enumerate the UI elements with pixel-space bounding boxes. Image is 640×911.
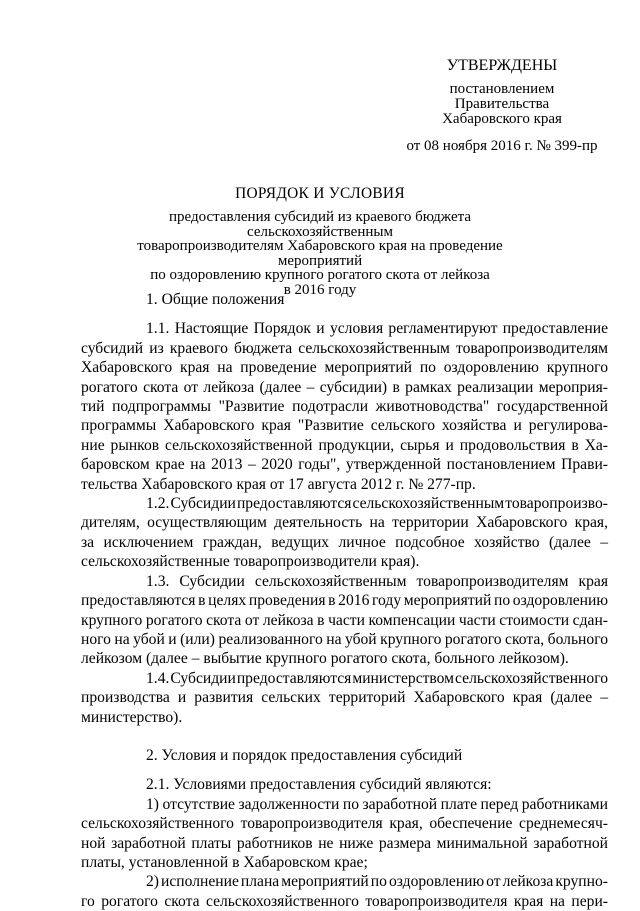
text-line: го рогатого скота сельскохозяйственного товаропроизводителя края на пери- — [81, 892, 608, 910]
text-line: 1.2. Субсидии предоставляются сельскохозяйственным товаропроизво- — [146, 495, 608, 513]
text-line: за исключением граждан, ведущих личное подсобное хозяйство (далее – — [81, 533, 608, 551]
subtitle-line: предоставления субсидий из краевого бюджета сельскохозяйственным — [168, 209, 472, 240]
text-line: программы Хабаровского края "Развитие сельского хозяйства и регулирова- — [81, 417, 608, 435]
approval-line: постановлением — [449, 81, 555, 97]
text-line: субсидий из краевого бюджета сельскохозяйственным товаропроизводителям — [81, 339, 608, 357]
text-line: баровском крае на 2013 – 2020 годы", утвержденной постановлением Прави- — [81, 456, 608, 474]
paragraph-2-1-item-1 — [81, 795, 608, 873]
subtitle-line: по оздоровлению крупного рогатого скота от лейкоза — [150, 267, 490, 283]
paragraph-1-3 — [81, 572, 608, 669]
document-subtitle — [95, 210, 545, 297]
text-line: предоставляются в целях проведения в 2016 году мероприятий по оздоровлению — [81, 592, 608, 610]
text-line: крупного рогатого скота от лейкоза в части компенсации части стоимости сдан- — [81, 611, 608, 629]
text-line: тий подпрограммы "Развитие подотрасли животноводства" государственной — [81, 398, 608, 416]
subtitle-line: товаропроизводителям Хабаровского края на проведение мероприятий — [137, 238, 503, 269]
text-line: ние рынков сельскохозяйственной продукции, сырья и продовольствия в Ха- — [81, 436, 608, 454]
paragraph-2-1-item-2 — [81, 872, 608, 911]
text-line: ной заработной платы работников не ниже размера минимальной заработной — [81, 834, 608, 852]
approval-title: УТВЕРЖДЕНЫ — [446, 57, 558, 74]
paragraph-1-2 — [81, 494, 608, 572]
text-line: платы, установленной в Хабаровском крае; — [81, 853, 368, 871]
document-title: ПОРЯДОК И УСЛОВИЯ — [235, 185, 405, 202]
text-line: министерство). — [81, 708, 183, 726]
text-line: 1.1. Настоящие Порядок и условия регламентируют предоставление — [146, 320, 608, 338]
text-line: 2) исполнение плана мероприятий по оздоровлению от лейкоза крупно- — [146, 873, 608, 891]
text-line: тельства Хабаровского края от 17 августа 2012 г. № 277-пр. — [81, 475, 476, 493]
text-line: производства и развития сельских территорий Хабаровского края (далее – — [81, 689, 608, 707]
text-line: дителям, осуществляющим деятельность на территории Хабаровского края, — [81, 514, 608, 532]
subtitle-line: в 2016 году — [283, 281, 357, 298]
text-line: 1) отсутствие задолженности по заработной плате перед работниками — [146, 795, 608, 813]
approval-date: от 08 ноября 2016 г. № 399-пр — [406, 138, 598, 154]
approval-block — [392, 58, 612, 154]
section-heading-general: 1. Общие положения — [146, 291, 285, 308]
approval-line: Правительства — [454, 96, 550, 112]
text-line: 1.3. Субсидии сельскохозяйственным товаропроизводителям края — [146, 572, 608, 590]
text-line: лейкозом (далее – выбытие крупного рогатого скота, больного лейкозом). — [81, 650, 569, 668]
section-heading-conditions: 2. Условия и порядок предоставления субсидий — [146, 746, 463, 764]
paragraph-1-1 — [81, 319, 608, 494]
text-line: сельскохозяйственные товаропроизводители края). — [81, 553, 420, 571]
text-line: рогатого скота от лейкоза (далее – субсидии) в рамках реализации мероприя- — [81, 378, 608, 396]
paragraph-2-1 — [81, 775, 608, 794]
text-line: 2.1. Условиями предоставления субсидий являются: — [146, 776, 492, 794]
document-body — [81, 290, 608, 911]
approval-line: Хабаровского края — [442, 111, 562, 127]
text-line: 1.4. Субсидии предоставляются министерством сельскохозяйственного — [146, 669, 608, 687]
paragraph-1-4 — [81, 669, 608, 727]
text-line: сельскохозяйственного товаропроизводителя края, обеспечение среднемесяч- — [81, 815, 608, 833]
text-line: ного на убой и (или) реализованного на убой крупного рогатого скота, больного — [81, 630, 608, 648]
text-line: Хабаровского края на проведение мероприятий по оздоровлению крупного — [81, 359, 608, 377]
